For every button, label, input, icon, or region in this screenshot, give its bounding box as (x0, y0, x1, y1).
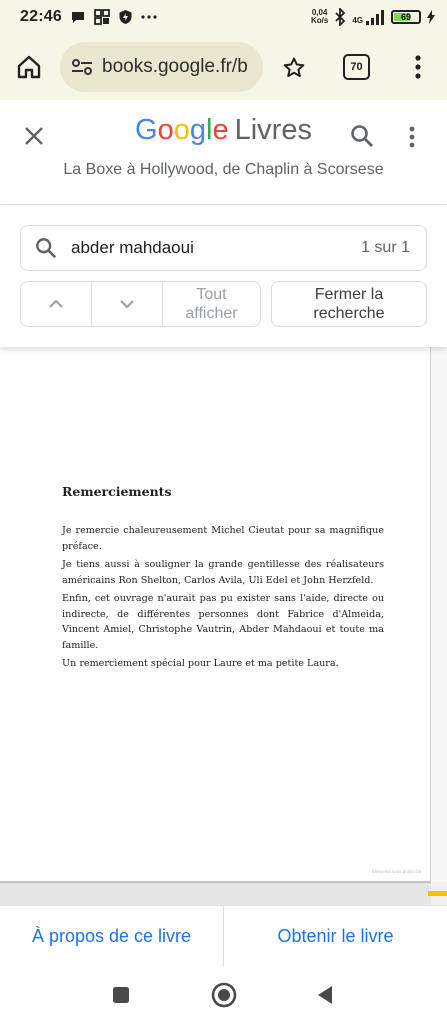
url-bar[interactable] (60, 42, 263, 92)
tab-count: 70 (350, 61, 363, 73)
back-triangle-icon[interactable] (311, 981, 339, 1009)
status-right (311, 8, 435, 26)
browser-menu-button[interactable] (408, 52, 428, 82)
brand-letter: e (212, 114, 229, 146)
brand-letter: o (157, 114, 174, 146)
status-time: 22:46 (20, 8, 62, 25)
overflow-menu-icon (409, 126, 415, 148)
page-paragraph: Un remerciement spécial pour Laure et ma petite Laura. (62, 658, 339, 669)
in-book-search-panel (0, 205, 447, 347)
show-all-line: Tout (196, 286, 227, 303)
page-edge (431, 347, 447, 882)
page-marker (428, 891, 447, 896)
url-text[interactable]: books.google.fr/b (102, 56, 248, 77)
star-icon (282, 56, 306, 80)
close-search-line: recherche (313, 305, 385, 322)
google-books-logo (0, 114, 447, 147)
search-icon (21, 237, 71, 259)
message-icon (70, 9, 86, 25)
page-paragraph: Enfin, cet ouvrage n'aurait pas pu exister sans l'aide, directe ou indirecte, de différentes personnes dont Fabrice d'Almeida, Vincent Amiel, Christophe Vautrin, Abder Mahdaoui et toute ma famille. (62, 593, 384, 651)
bluetooth-icon (334, 8, 346, 26)
page-heading: Remerciements (62, 484, 172, 499)
page-body (62, 523, 384, 675)
charging-icon (427, 10, 435, 24)
net-speed-value: 0,04 (311, 8, 328, 17)
search-query[interactable]: abder mahdaoui (71, 238, 194, 257)
show-all-line: afficher (185, 305, 238, 322)
home-icon (16, 54, 42, 80)
tab-switcher-icon[interactable] (343, 54, 370, 80)
brand-suffix: Livres (234, 114, 312, 146)
page-footnote: Éléments sous droits d'a (372, 869, 421, 874)
more-dots-icon (141, 14, 157, 20)
net-speed-unit: Ko/s (310, 16, 329, 25)
book-page[interactable] (0, 347, 431, 882)
system-navigation-bar (0, 967, 447, 1024)
next-page-preview[interactable] (0, 882, 431, 905)
page-paragraph: Je remercie chaleureusement Michel Cieutat pour sa magnifique préface. (62, 525, 384, 552)
net-speed (311, 9, 328, 25)
brand-letter: g (189, 114, 207, 146)
search-button[interactable] (346, 120, 378, 152)
show-all-label (185, 285, 237, 323)
overflow-menu-icon (415, 55, 421, 79)
previous-result-button[interactable] (21, 282, 92, 326)
status-bar (0, 0, 447, 34)
signal-icon (365, 9, 385, 25)
grid-app-icon (94, 9, 110, 25)
home-circle-icon[interactable] (210, 981, 238, 1009)
battery-level: 69 (400, 12, 411, 22)
network-type: 4G (352, 16, 363, 25)
page-paragraph: Je tiens aussi à souligner la grande gentillesse des réalisateurs américains Ron Shelton, Carlos Avila, Uli Edel et John Herzfeld. (62, 559, 384, 586)
brand-letter: G (135, 114, 158, 146)
show-all-button[interactable] (163, 282, 260, 326)
about-book-button[interactable]: À propos de ce livre (31, 926, 192, 946)
result-navigation (20, 281, 261, 327)
close-search-label (313, 285, 384, 323)
brand-letter: l (206, 114, 213, 146)
more-options-button[interactable] (402, 122, 422, 152)
next-result-button[interactable] (92, 282, 163, 326)
result-count: 1 sur 1 (361, 239, 410, 256)
search-icon (350, 124, 374, 148)
site-settings-icon[interactable] (70, 57, 94, 77)
book-title: La Boxe à Hollywood, de Chaplin à Scorsese (63, 161, 384, 178)
app-header (0, 100, 447, 204)
close-search-button[interactable] (271, 281, 427, 327)
bookmark-button[interactable] (281, 55, 307, 81)
close-search-line: Fermer la (314, 286, 384, 303)
book-action-bar (0, 905, 447, 967)
status-left (20, 8, 157, 26)
home-button[interactable] (0, 34, 58, 100)
chevron-up-icon (48, 299, 64, 309)
get-book-button[interactable]: Obtenir le livre (277, 926, 394, 946)
recents-square-icon[interactable] (107, 981, 135, 1009)
chevron-down-icon (119, 299, 135, 309)
shield-app-icon (118, 9, 133, 25)
browser-toolbar (0, 34, 447, 100)
brand-letter: o (173, 114, 190, 146)
book-reader[interactable] (0, 347, 447, 905)
battery-icon (391, 10, 421, 24)
search-input[interactable] (20, 225, 427, 271)
